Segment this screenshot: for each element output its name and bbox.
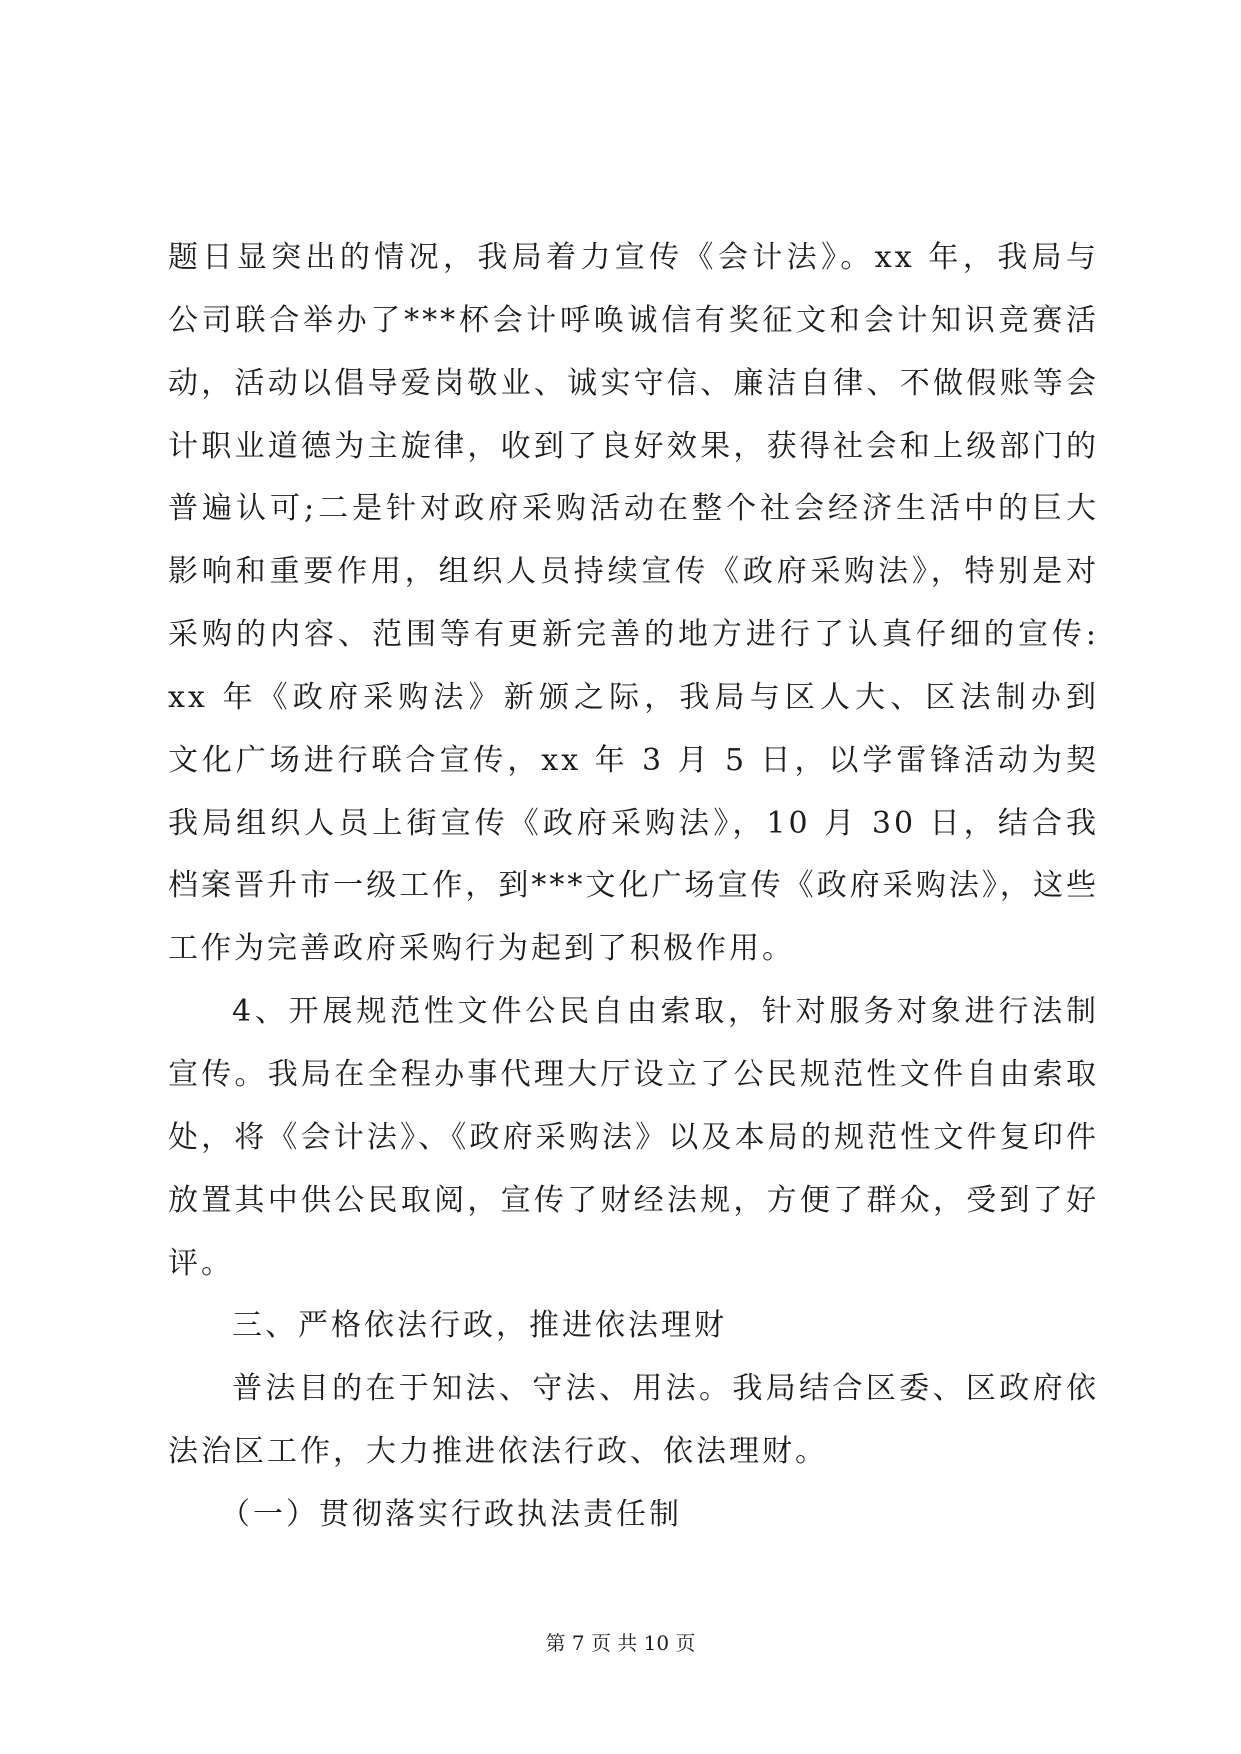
body-text-line: 档案晋升市一级工作，到***文化广场宣传《政府采购法》，这些 bbox=[168, 868, 1099, 904]
body-text-line: 动，活动以倡导爱岗敬业、诚实守信、廉洁自律、不做假账等会 bbox=[168, 365, 1099, 401]
body-text-line: 处，将《会计法》、《政府采购法》以及本局的规范性文件复印件 bbox=[168, 1119, 1099, 1155]
body-text-line: 普法目的在于知法、守法、用法。我局结合区委、区政府依 bbox=[232, 1371, 1099, 1407]
body-text-line: 文化广场进行联合宣传，xx 年 3 月 5 日，以学雷锋活动为契 bbox=[168, 742, 1099, 778]
body-text-line: 4、开展规范性文件公民自由索取，针对服务对象进行法制 bbox=[232, 994, 1099, 1030]
subsection-heading: （一）贯彻落实行政执法责任制 bbox=[220, 1496, 682, 1532]
body-text-line: 采购的内容、范围等有更新完善的地方进行了认真仔细的宣传: bbox=[168, 617, 1099, 653]
body-text-line: 影响和重要作用，组织人员持续宣传《政府采购法》，特别是对 bbox=[168, 554, 1099, 590]
body-text-line: 我局组织人员上街宣传《政府采购法》，10 月 30 日，结合我 bbox=[168, 805, 1099, 841]
body-text-line: 宣传。我局在全程办事代理大厅设立了公民规范性文件自由索取 bbox=[168, 1056, 1099, 1092]
body-text-line: 评。 bbox=[168, 1245, 234, 1281]
body-text-line: 题日显突出的情况，我局着力宣传《会计法》。xx 年，我局与 bbox=[168, 240, 1099, 275]
body-text-line: xx 年《政府采购法》新颁之际，我局与区人大、区法制办到 bbox=[168, 679, 1099, 715]
body-text-line: 工作为完善政府采购行为起到了积极作用。 bbox=[168, 931, 795, 967]
body-text-line: 计职业道德为主旋律，收到了良好效果，获得社会和上级部门的 bbox=[168, 428, 1099, 464]
body-text-line: 法治区工作，大力推进依法行政、依法理财。 bbox=[168, 1434, 828, 1470]
body-text-line: 放置其中供公民取阅，宣传了财经法规，方便了群众，受到了好 bbox=[168, 1182, 1099, 1218]
page-number-footer: 第 7 页 共 10 页 bbox=[545, 1631, 696, 1655]
body-text-line: 普遍认可;二是针对政府采购活动在整个社会经济生活中的巨大 bbox=[168, 491, 1099, 527]
body-text-line: 公司联合举办了***杯会计呼唤诚信有奖征文和会计知识竞赛活 bbox=[168, 302, 1099, 338]
section-heading: 三、严格依法行政，推进依法理财 bbox=[232, 1308, 727, 1344]
body-text bbox=[168, 227, 1099, 1547]
